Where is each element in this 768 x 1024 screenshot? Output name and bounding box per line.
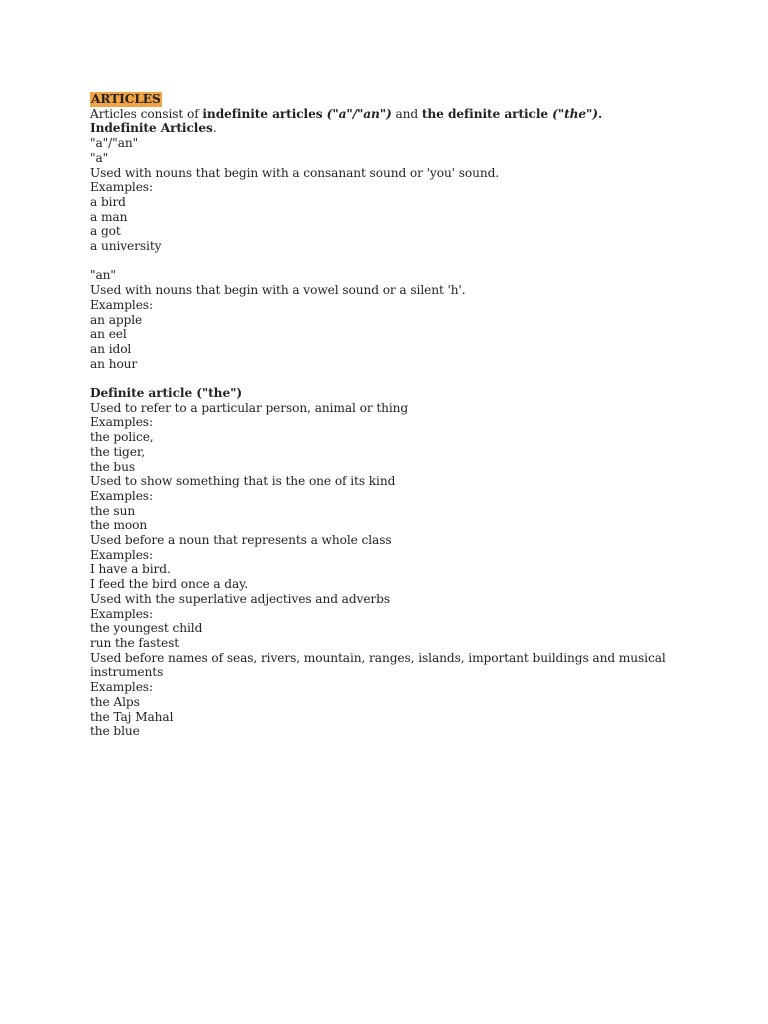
use-example: the youngest child <box>90 621 203 636</box>
use-examples-label: Examples: <box>90 488 153 503</box>
an-example: an apple <box>90 312 143 327</box>
use-example: the sun <box>90 503 136 518</box>
an-example: an hour <box>90 356 138 371</box>
spacer <box>90 254 710 269</box>
doc-title: ARTICLES <box>91 92 161 106</box>
intro-bold-3: . <box>597 106 603 121</box>
intro-bold-italic-1: ("a"/"an") <box>326 106 392 121</box>
a-example: a man <box>90 209 128 224</box>
indef-heading-line <box>90 121 710 136</box>
spacer <box>90 371 710 386</box>
title-line <box>90 92 710 107</box>
a-example: a bird <box>90 194 126 209</box>
use-example: the police, <box>90 430 154 445</box>
an-examples-label: Examples: <box>90 297 153 312</box>
a-examples-label: Examples: <box>90 180 153 195</box>
use-example: I have a bird. <box>90 562 171 577</box>
use-example: run the fastest <box>90 635 180 650</box>
indef-heading-dot: . <box>212 121 217 136</box>
an-label: "an" <box>90 268 116 283</box>
intro-text-2: and <box>391 106 422 121</box>
use-desc: Used with the superlative adjectives and adverbs <box>90 591 391 606</box>
an-desc: Used with nouns that begin with a vowel sound or a silent 'h'. <box>90 283 466 298</box>
intro-line <box>90 107 710 122</box>
use-example: the Taj Mahal <box>90 709 174 724</box>
use-desc: Used to refer to a particular person, animal or thing <box>90 400 409 415</box>
use-example: I feed the bird once a day. <box>90 577 249 592</box>
a-an-label: "a"/"an" <box>90 136 139 151</box>
use-examples-label: Examples: <box>90 415 153 430</box>
use-examples-label: Examples: <box>90 606 153 621</box>
def-heading-line <box>90 386 710 401</box>
intro-text-1: Articles consist of <box>90 106 203 121</box>
an-example: an idol <box>90 341 132 356</box>
a-example: a university <box>90 239 162 254</box>
use-desc: Used before a noun that represents a whole class <box>90 533 392 548</box>
use-example: the tiger, <box>90 444 146 459</box>
use-example: the moon <box>90 518 148 533</box>
use-examples-label: Examples: <box>90 547 153 562</box>
use-examples-label: Examples: <box>90 680 153 695</box>
use-example: the bus <box>90 459 136 474</box>
intro-bold-2: the definite article <box>421 106 553 121</box>
def-heading: Definite article ("the") <box>90 386 243 401</box>
indef-heading: Indefinite Articles <box>90 121 213 136</box>
a-label: "a" <box>90 150 109 165</box>
use-desc: Used before names of seas, rivers, mountain, ranges, islands, important buildings and musical instruments <box>90 650 666 680</box>
intro-bold-1: indefinite articles <box>202 106 327 121</box>
use-example: the Alps <box>90 694 140 709</box>
an-example: an eel <box>90 327 127 342</box>
intro-bold-italic-2: ("the") <box>552 106 598 121</box>
document-page <box>90 92 710 739</box>
a-desc: Used with nouns that begin with a consanant sound or 'you' sound. <box>90 165 500 180</box>
use-example: the blue <box>90 724 140 739</box>
use-desc: Used to show something that is the one of its kind <box>90 474 396 489</box>
a-example: a got <box>90 224 121 239</box>
